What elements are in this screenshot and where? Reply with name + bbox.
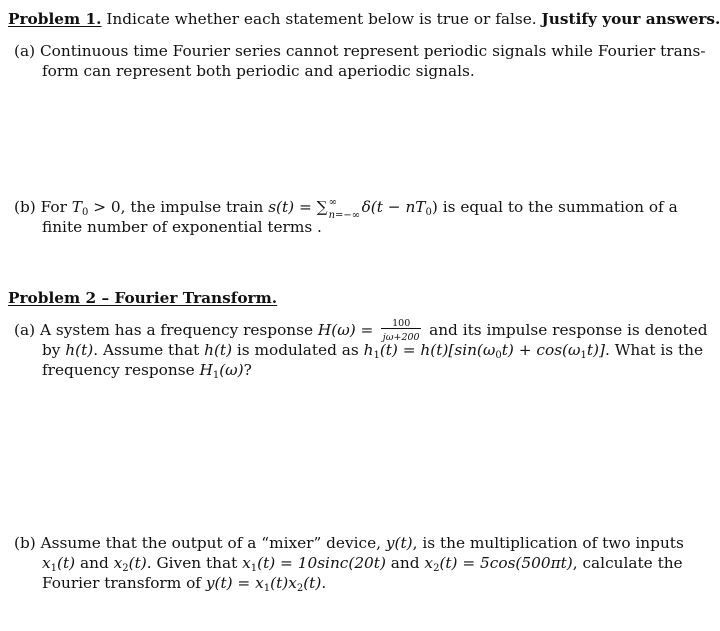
problem1-header xyxy=(8,9,720,29)
problem2-part-a-l2-t4: . What is the xyxy=(604,341,704,359)
delta-close: ) xyxy=(431,198,438,216)
problem2-part-b-l3-t1: Fourier transform of xyxy=(42,574,206,592)
h1-frequency-response-arg: (ω) xyxy=(219,361,244,379)
problem1-part-a-text1: Continuous time Fourier series cannot represent periodic signals while Fourier trans- xyxy=(39,42,706,60)
mixer-output-y: y(t) xyxy=(385,534,413,552)
problem1-part-b-label: (b) xyxy=(14,198,36,216)
problem2-part-a-label: (a) xyxy=(14,321,36,339)
input-x2: x xyxy=(113,554,123,572)
h1-frequency-response: H xyxy=(199,361,213,379)
problem2-part-b-line3 xyxy=(42,573,326,599)
problem1-part-a-line2 xyxy=(42,61,475,81)
summation-limits xyxy=(328,197,362,221)
summation-upper-limit: ∞ xyxy=(328,197,337,208)
problem1-part-b-text2: finite number of exponential terms . xyxy=(42,218,322,236)
problem2-part-a-l2-t3: is modulated as xyxy=(232,341,364,359)
frequency-response-fraction xyxy=(379,318,423,343)
product-expr-2: (t)x xyxy=(270,574,297,592)
delta-subscript: 0 xyxy=(425,207,432,218)
modulated-h1: h xyxy=(363,341,374,359)
product-sub-1: 1 xyxy=(263,583,271,594)
problem2-part-a-t2: and its impulse response is denoted xyxy=(429,321,708,339)
frequency-response-expr: H(ω) = xyxy=(317,321,379,339)
modulation-expr-3: t)] xyxy=(586,341,605,359)
problem1-instruction: Justify your answers. xyxy=(541,10,720,28)
problem1-part-b-line2 xyxy=(42,217,322,237)
summation-symbol: ∑ xyxy=(316,198,328,216)
input-x2-arg: (t) xyxy=(128,554,147,572)
input-x2-def-subscript: 2 xyxy=(433,563,440,574)
modulation-expr-1: (t) = h(t)[sin(ω xyxy=(379,341,496,359)
problem2-part-b-line1 xyxy=(14,533,684,553)
problem2-part-b-l1-t2: , is the multiplication of two inputs xyxy=(412,534,684,552)
t0-subscript: 0 xyxy=(82,207,89,218)
omega0-subscript: 0 xyxy=(495,350,502,361)
problem2-part-b-label: (b) xyxy=(14,534,36,552)
impulse-response-h-2: h(t) xyxy=(204,341,233,359)
problem2-part-b-calculate: , calculate the xyxy=(572,554,683,572)
product-expr-1: y(t) = x xyxy=(205,574,264,592)
input-x2-def: x xyxy=(424,554,434,572)
problem1-intro: Indicate whether each statement below is true or false. xyxy=(106,10,537,28)
problem2-part-b-period: . xyxy=(321,574,327,592)
problem2-part-b-and-2: and xyxy=(385,554,425,572)
input-x1-def: x xyxy=(242,554,251,572)
delta-expr: δ(t − nT xyxy=(361,198,426,216)
input-x1-arg: (t) xyxy=(57,554,76,572)
problem2-label: Problem 2 – Fourier Transform. xyxy=(8,289,278,307)
problem2-part-a-l2-t1: by xyxy=(42,341,66,359)
problem2-part-a-line1 xyxy=(14,318,708,343)
fraction-denominator: jω+200 xyxy=(382,332,420,343)
summation-lower-limit: n=−∞ xyxy=(328,210,361,221)
input-x1: x xyxy=(42,554,51,572)
t0-symbol: T xyxy=(71,198,82,216)
modulation-expr-2: t) + cos(ω xyxy=(501,341,581,359)
problem2-part-a-t1: A system has a frequency response xyxy=(39,321,318,339)
problem1-part-b-condition: > 0, the impulse train xyxy=(88,198,269,216)
problem2-part-a-l2-t2: . Assume that xyxy=(93,341,205,359)
problem2-part-b-and: and xyxy=(75,554,114,572)
problem1-part-b-for: For xyxy=(40,198,67,216)
input-x1-def-subscript: 1 xyxy=(250,563,258,574)
omega1-subscript: 1 xyxy=(580,350,587,361)
problem2-part-b-given: . Given that xyxy=(146,554,243,572)
input-x1-subscript: 1 xyxy=(50,563,58,574)
problem1-part-a-line1 xyxy=(14,41,706,61)
fraction-numerator: 100 xyxy=(392,318,411,329)
problem2-header xyxy=(8,288,277,308)
h1-frequency-response-subscript: 1 xyxy=(212,370,220,381)
modulated-h1-subscript: 1 xyxy=(373,350,380,361)
problem2-part-a-l3-t1: frequency response xyxy=(42,361,200,379)
problem1-part-a-label: (a) xyxy=(14,42,36,60)
problem1-part-a-text2: form can represent both periodic and aperiodic signals. xyxy=(42,62,475,80)
input-x2-subscript: 2 xyxy=(122,563,129,574)
problem2-part-b-l1-t1: Assume that the output of a “mixer” device, xyxy=(40,534,386,552)
product-expr-3: (t) xyxy=(303,574,322,592)
problem1-part-b-rest: is equal to the summation of a xyxy=(442,198,678,216)
problem2-part-a-question-mark: ? xyxy=(243,361,252,379)
problem2-part-a-line3 xyxy=(42,360,252,386)
impulse-train-expr: s(t) = xyxy=(268,198,317,216)
product-sub-2: 2 xyxy=(296,583,304,594)
impulse-response-h: h(t) xyxy=(65,341,94,359)
input-x1-equation: (t) = 10sinc(20t) xyxy=(257,554,386,572)
input-x2-equation: (t) = 5cos(500πt) xyxy=(439,554,573,572)
problem1-label: Problem 1. xyxy=(8,10,102,28)
